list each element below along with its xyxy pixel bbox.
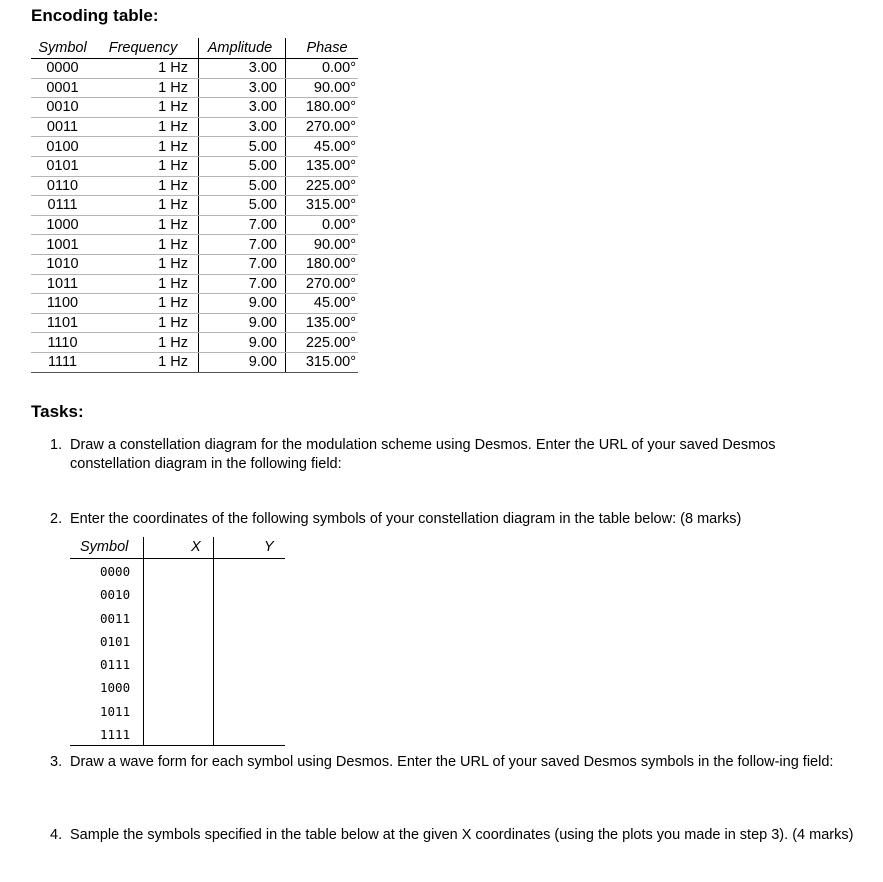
task-text: Sample the symbols specified in the table below at the given X coordinates (using the plots you made in step 3). (4 marks) [70,827,854,843]
cell-symbol: 1110 [31,333,94,353]
cell-amplitude: 7.00 [199,215,286,235]
cell-phase: 0.00° [286,59,359,79]
cell-phase: 45.00° [286,294,359,314]
cell-frequency: 1 Hz [94,352,199,372]
table-row [31,333,358,353]
coord-symbol: 0000 [100,564,131,579]
task-text: Draw a wave form for each symbol using Desmos. Enter the URL of your saved Desmos symbols in the follow-ing field: [70,754,834,770]
cell-amplitude: 3.00 [199,59,286,79]
cell-symbol: 0101 [31,156,94,176]
cell-symbol: 0001 [31,78,94,98]
coord-header-rule [70,558,285,559]
cell-phase: 270.00° [286,117,359,137]
header-frequency: Frequency [94,38,199,59]
coord-symbol: 0011 [100,611,131,626]
cell-amplitude: 9.00 [199,352,286,372]
table-row [31,176,358,196]
coordinates-table [70,537,286,747]
cell-phase: 225.00° [286,333,359,353]
table-row [31,294,358,314]
coord-symbol: 0101 [100,634,131,649]
cell-phase: 315.00° [286,352,359,372]
cell-phase: 90.00° [286,235,359,255]
coord-symbol: 1000 [100,680,131,695]
cell-phase: 135.00° [286,313,359,333]
table-row [31,254,358,274]
cell-phase: 225.00° [286,176,359,196]
cell-symbol: 1101 [31,313,94,333]
task-text: Draw a constellation diagram for the modulation scheme using Desmos. Enter the URL of your saved Desmos constellation diagram in the following field: [70,437,776,472]
cell-frequency: 1 Hz [94,215,199,235]
task-number: 1. [50,437,63,453]
task-text: Enter the coordinates of the following symbols of your constellation diagram in the table below: (8 marks) [70,511,742,527]
cell-symbol: 0100 [31,137,94,157]
cell-amplitude: 7.00 [199,254,286,274]
table-row [31,137,358,157]
cell-symbol: 1011 [31,274,94,294]
cell-phase: 180.00° [286,254,359,274]
cell-amplitude: 9.00 [199,294,286,314]
encoding-table-title: Encoding table: [31,6,159,25]
cell-frequency: 1 Hz [94,156,199,176]
cell-symbol: 0111 [31,196,94,216]
cell-frequency: 1 Hz [94,196,199,216]
cell-phase: 315.00° [286,196,359,216]
cell-symbol: 0010 [31,98,94,118]
cell-symbol: 1010 [31,254,94,274]
cell-amplitude: 9.00 [199,333,286,353]
table-row [31,156,358,176]
cell-frequency: 1 Hz [94,313,199,333]
coord-symbol: 1111 [100,727,131,742]
cell-frequency: 1 Hz [94,176,199,196]
cell-amplitude: 5.00 [199,137,286,157]
header-amplitude: Amplitude [199,38,286,59]
cell-amplitude: 5.00 [199,196,286,216]
cell-symbol: 0110 [31,176,94,196]
cell-symbol: 1100 [31,294,94,314]
table-row [31,235,358,255]
coord-bottom-rule [70,745,285,746]
cell-phase: 180.00° [286,98,359,118]
table-row [31,78,358,98]
table-row [31,59,358,79]
cell-frequency: 1 Hz [94,78,199,98]
encoding-table-header [31,38,358,59]
cell-amplitude: 5.00 [199,156,286,176]
coord-header-y: Y [264,539,274,555]
table-row [31,313,358,333]
header-phase: Phase [286,38,359,59]
cell-symbol: 0011 [31,117,94,137]
cell-symbol: 0000 [31,59,94,79]
coord-symbol: 1011 [100,704,131,719]
cell-amplitude: 7.00 [199,235,286,255]
cell-frequency: 1 Hz [94,274,199,294]
table-row [31,274,358,294]
cell-phase: 90.00° [286,78,359,98]
cell-frequency: 1 Hz [94,137,199,157]
coord-header-symbol: Symbol [80,539,129,555]
cell-frequency: 1 Hz [94,59,199,79]
coord-header-x: X [191,539,201,555]
task-number: 3. [50,754,63,770]
cell-phase: 0.00° [286,215,359,235]
task-number: 2. [50,511,63,527]
cell-amplitude: 3.00 [199,78,286,98]
cell-frequency: 1 Hz [94,117,199,137]
cell-amplitude: 7.00 [199,274,286,294]
cell-frequency: 1 Hz [94,254,199,274]
coord-column-rule [213,537,214,745]
cell-frequency: 1 Hz [94,294,199,314]
cell-amplitude: 5.00 [199,176,286,196]
cell-phase: 135.00° [286,156,359,176]
coord-column-rule [143,537,144,745]
cell-phase: 270.00° [286,274,359,294]
task-number: 4. [50,827,63,843]
cell-frequency: 1 Hz [94,333,199,353]
header-symbol: Symbol [31,38,94,59]
cell-symbol: 1000 [31,215,94,235]
cell-symbol: 1001 [31,235,94,255]
cell-symbol: 1111 [31,352,94,372]
table-row [31,196,358,216]
cell-phase: 45.00° [286,137,359,157]
cell-amplitude: 9.00 [199,313,286,333]
cell-amplitude: 3.00 [199,117,286,137]
cell-frequency: 1 Hz [94,98,199,118]
cell-amplitude: 3.00 [199,98,286,118]
encoding-table [31,38,358,373]
table-row [31,352,358,372]
table-row [31,215,358,235]
coord-symbol: 0010 [100,587,131,602]
table-row [31,98,358,118]
table-row [31,117,358,137]
cell-frequency: 1 Hz [94,235,199,255]
tasks-title: Tasks: [31,402,84,421]
coord-symbol: 0111 [100,657,131,672]
